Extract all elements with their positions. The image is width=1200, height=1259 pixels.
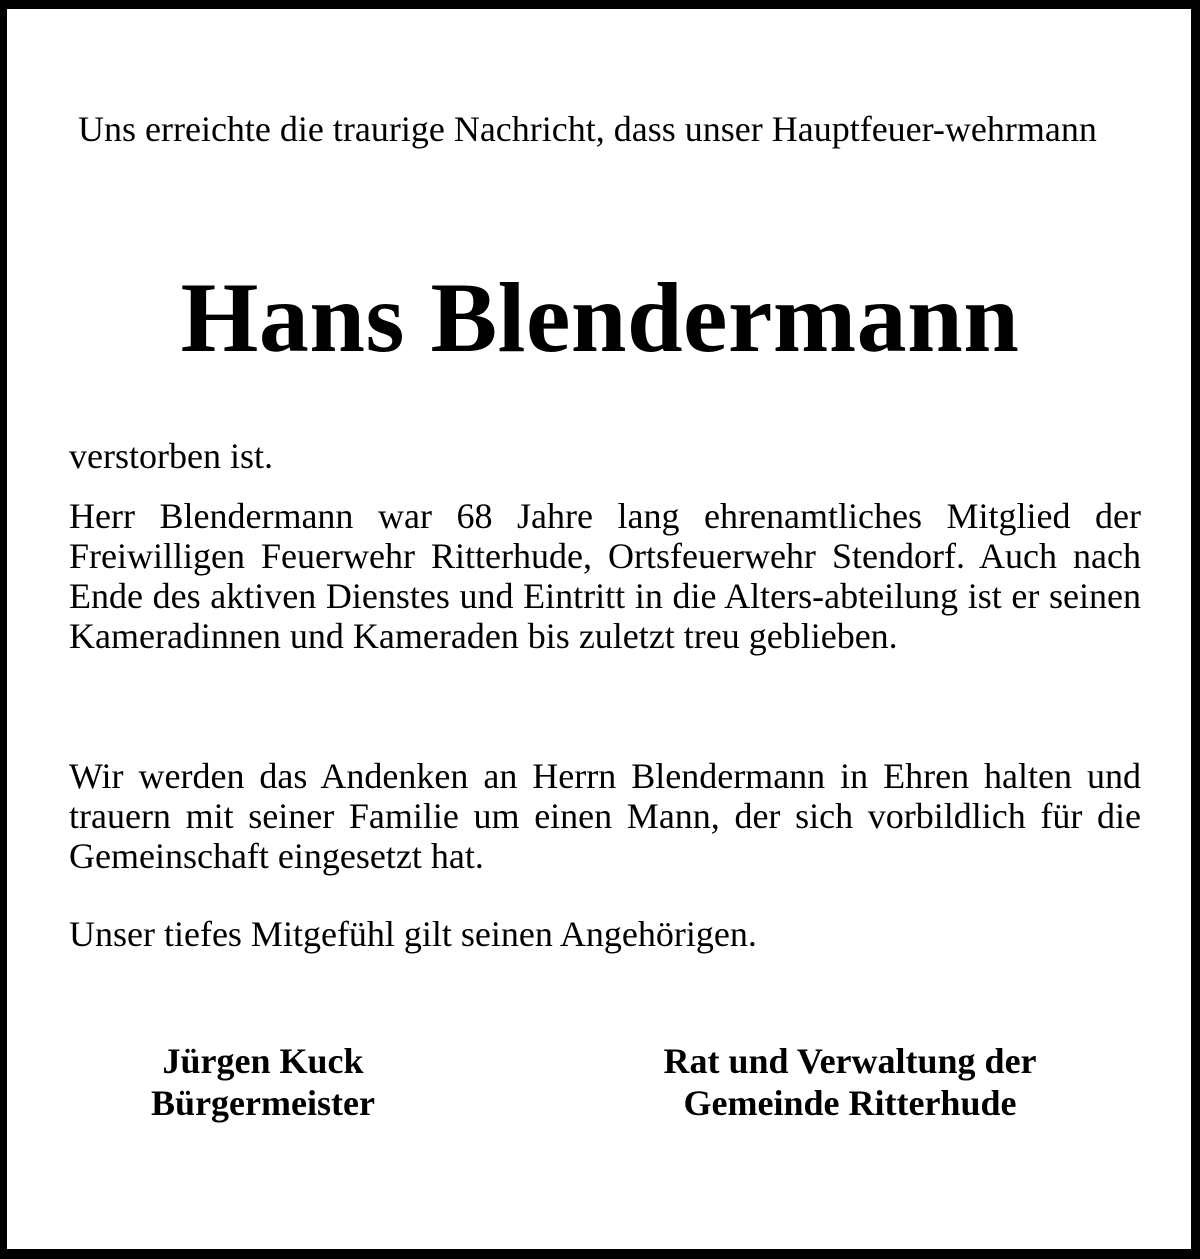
deceased-name: Hans Blendermann [180,262,1020,373]
signature-mayor-name: Jürgen Kuck [162,1041,364,1081]
paragraph-condolence: Unser tiefes Mitgefühl gilt seinen Angehörigen. [69,914,757,954]
signature-council [590,1040,1110,1124]
paragraph-deceased: verstorben ist. [69,436,273,476]
signature-council-line2: Gemeinde Ritterhude [683,1083,1017,1123]
intro-text: Uns erreichte die traurige Nachricht, dass unser Hauptfeuer-wehrmann [78,109,1097,149]
signature-mayor [100,1040,426,1124]
signature-council-line1: Rat und Verwaltung der [663,1041,1037,1081]
signature-mayor-role: Bürgermeister [151,1083,375,1123]
paragraph-membership: Herr Blendermann war 68 Jahre lang ehrenamtliches Mitglied der Freiwilligen Feuerwehr Ritterhude, Ortsfeuerwehr Stendorf. Auch nach Ende des aktiven Dienstes und Eintritt in die Alters-abteilung ist er seinen Kameradinnen und Kameraden bis zuletzt treu geblieben. [69,496,1141,656]
paragraph-remembrance: Wir werden das Andenken an Herrn Blendermann in Ehren halten und trauern mit seiner Familie um einen Mann, der sich vorbildlich für die Gemeinschaft eingesetzt hat. [69,756,1141,876]
